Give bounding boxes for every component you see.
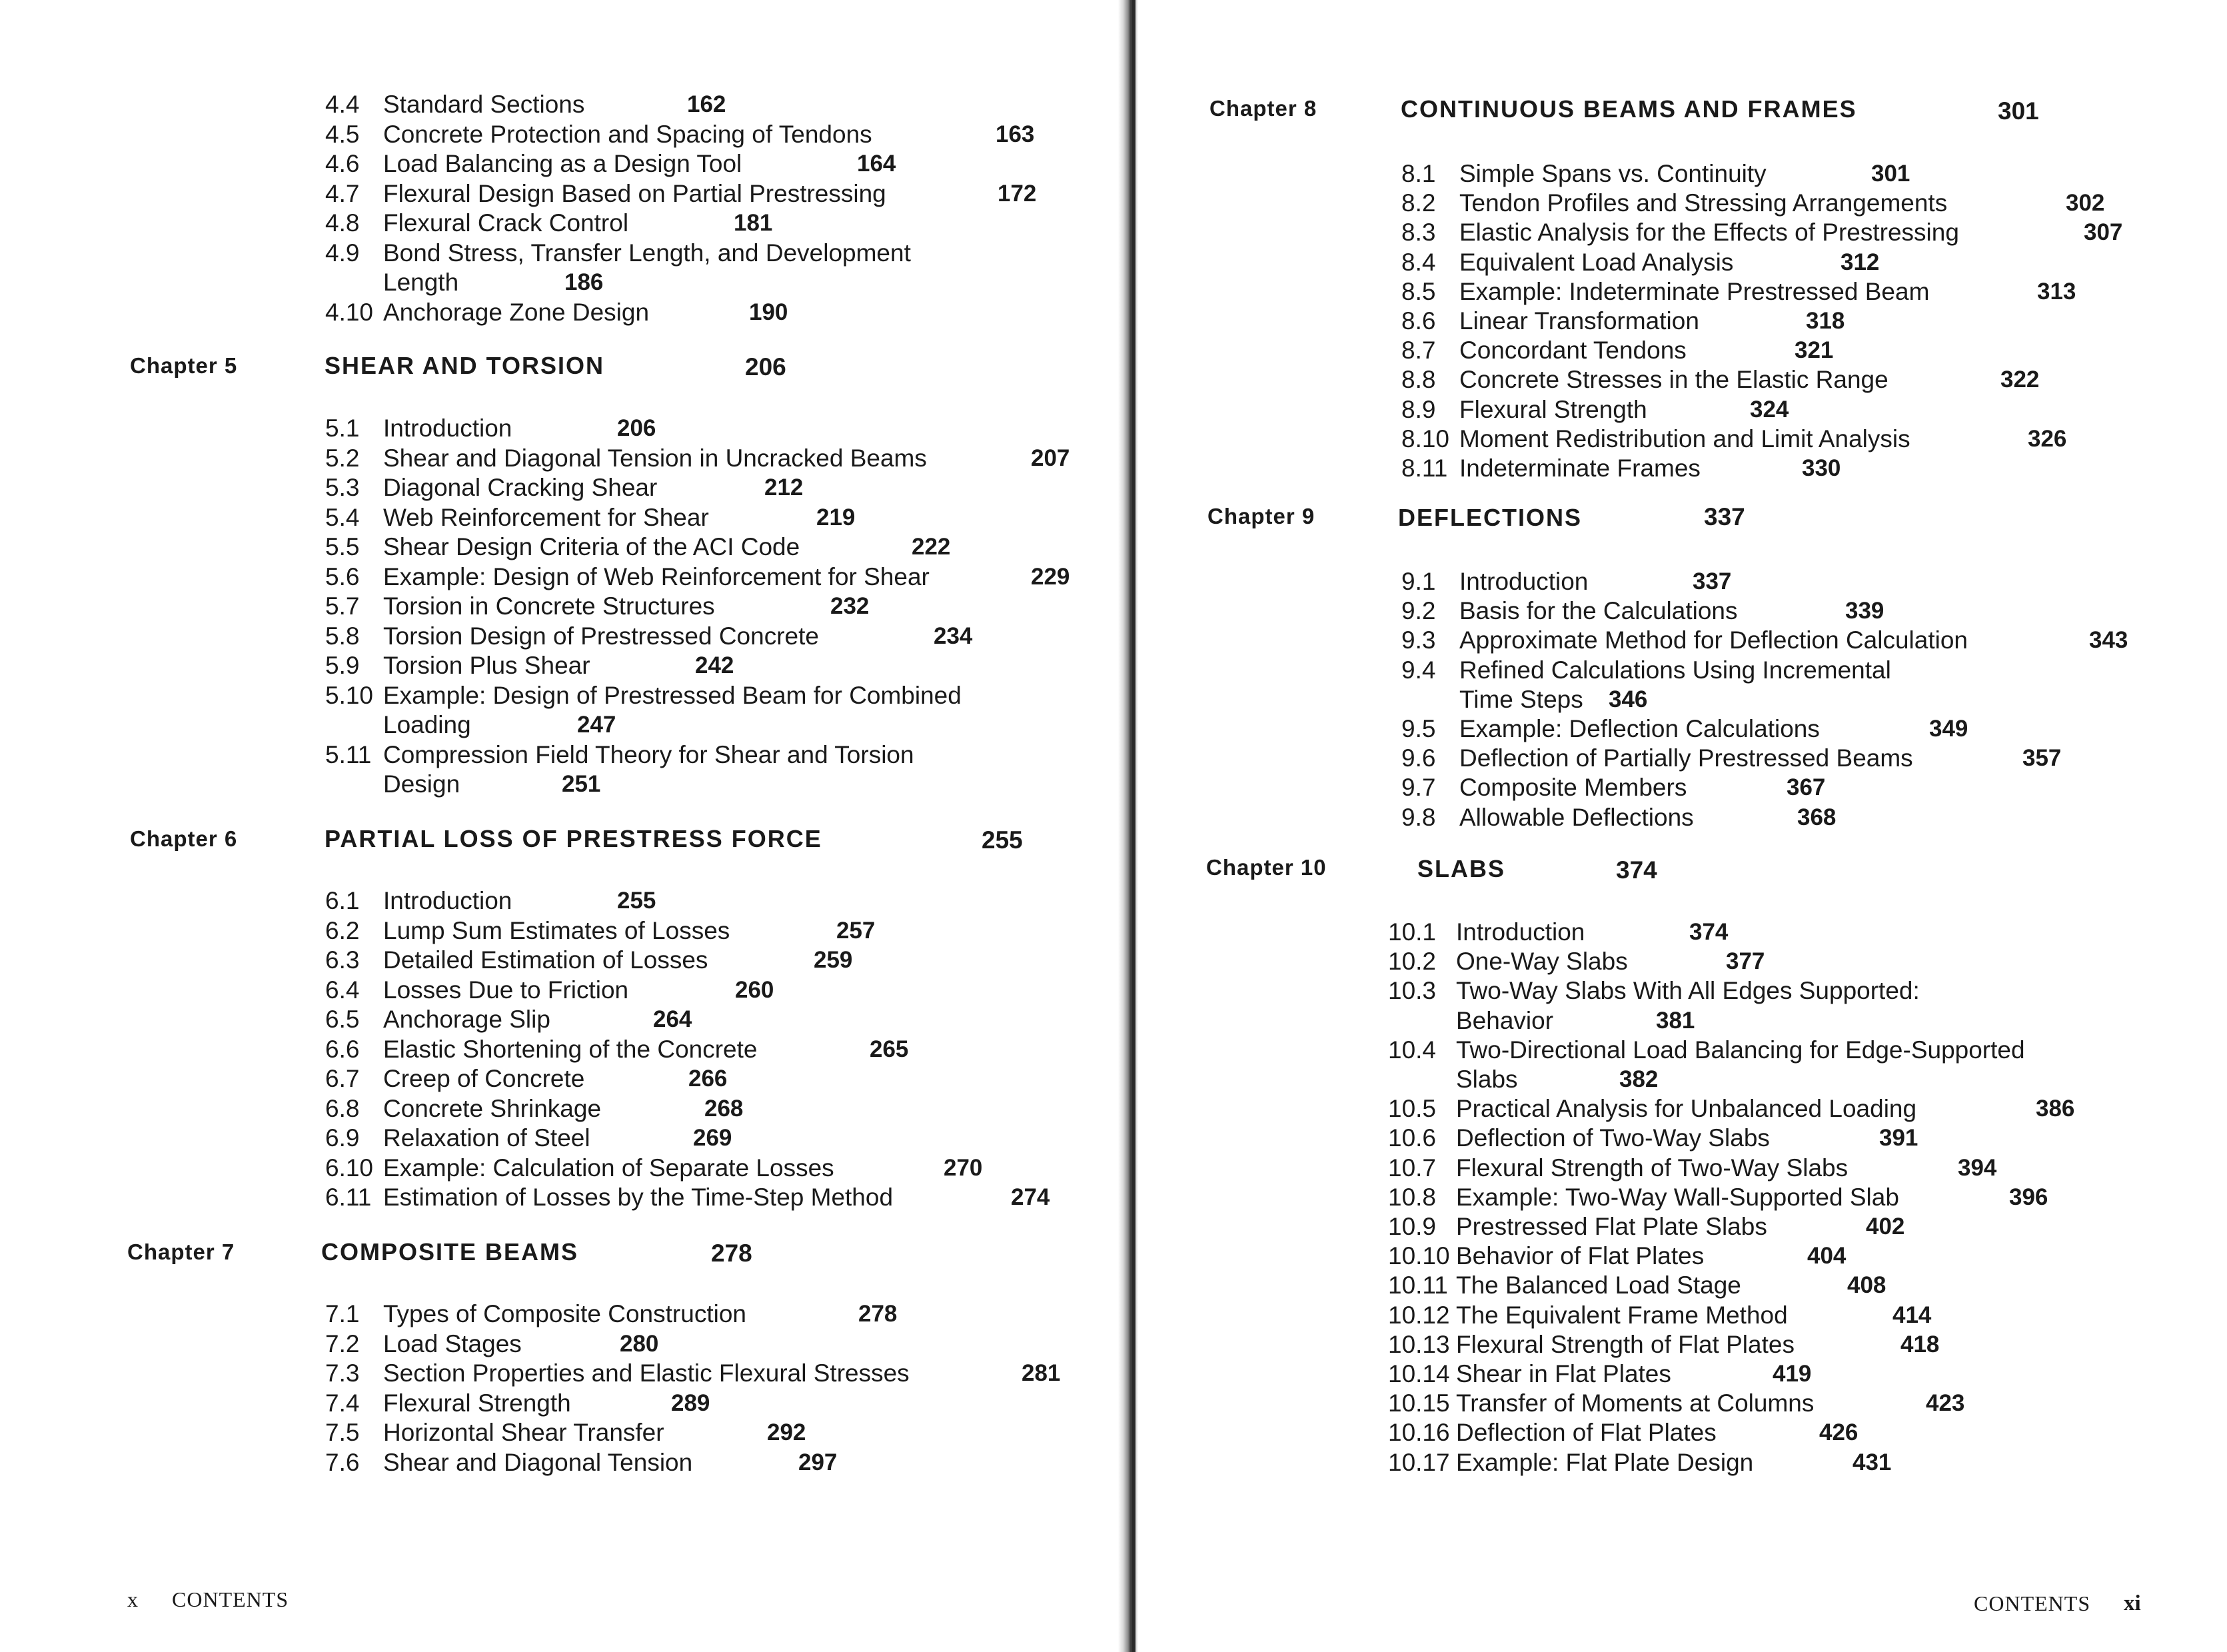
section-title: Elastic Analysis for the Effects of Prestressing <box>1459 219 1959 247</box>
section-page-number: 318 <box>1806 308 1845 334</box>
book-gutter <box>1131 0 1135 1652</box>
section-number: 5.5 <box>325 533 360 560</box>
section-title: One-Way Slabs <box>1456 948 1628 976</box>
section-number: 9.8 <box>1401 803 1436 831</box>
section-title: Introduction <box>383 414 512 442</box>
section-number: 6.2 <box>325 916 360 944</box>
section-page-number: 337 <box>1693 568 1732 594</box>
section-number: 6.3 <box>325 946 360 974</box>
section-page-number: 357 <box>2022 745 2062 772</box>
section-page-number: 391 <box>1879 1125 1918 1152</box>
section-page-number: 242 <box>695 652 734 678</box>
section-title: Lump Sum Estimates of Losses <box>383 916 730 944</box>
section-title: Torsion Plus Shear <box>383 652 590 679</box>
section-number: 6.6 <box>325 1035 360 1063</box>
section-page-number: 247 <box>577 712 616 738</box>
section-title: Behavior <box>1456 1006 1554 1034</box>
section-number: 8.6 <box>1401 307 1436 335</box>
section-title: Concordant Tendons <box>1459 337 1687 365</box>
section-number: 7.5 <box>325 1419 360 1446</box>
section-page-number: 229 <box>1031 563 1070 590</box>
section-title: Web Reinforcement for Shear <box>383 503 709 531</box>
section-page-number: 232 <box>830 593 870 619</box>
section-number: 8.7 <box>1401 337 1436 365</box>
section-number: 6.10 <box>325 1154 374 1182</box>
section-page-number: 292 <box>767 1419 806 1445</box>
section-title: Section Properties and Elastic Flexural Stresses <box>383 1359 910 1387</box>
section-page-number: 396 <box>2009 1184 2048 1210</box>
section-page-number: 312 <box>1841 249 1880 275</box>
chapter-title: PARTIAL LOSS OF PRESTRESS FORCE <box>325 825 822 852</box>
chapter-page: 278 <box>711 1239 752 1267</box>
section-title: Relaxation of Steel <box>383 1124 590 1152</box>
section-number: 9.6 <box>1401 744 1436 772</box>
section-page-number: 367 <box>1787 774 1826 801</box>
section-title: Basis for the Calculations <box>1459 597 1738 625</box>
section-number: 10.17 <box>1388 1448 1450 1476</box>
section-number: 10.11 <box>1388 1271 1448 1299</box>
section-page-number: 297 <box>798 1449 838 1475</box>
section-title: Two-Way Slabs With All Edges Supported: <box>1456 977 1920 1005</box>
section-title: Concrete Shrinkage <box>383 1094 602 1122</box>
section-title: Prestressed Flat Plate Slabs <box>1456 1213 1767 1240</box>
section-page-number: 426 <box>1819 1419 1858 1446</box>
section-number: 9.5 <box>1401 715 1436 742</box>
chapter-page: 301 <box>1998 97 2039 125</box>
chapter-page: 337 <box>1704 503 1745 530</box>
section-title: Composite Members <box>1459 774 1687 802</box>
section-title: Indeterminate Frames <box>1459 454 1701 482</box>
section-title: Time Steps <box>1459 685 1583 713</box>
section-page-number: 404 <box>1807 1243 1847 1269</box>
section-page-number: 322 <box>2000 367 2040 393</box>
section-page-number: 207 <box>1031 444 1070 471</box>
section-page-number: 302 <box>2066 190 2105 217</box>
section-title: Length <box>383 269 459 296</box>
section-number: 10.4 <box>1388 1036 1437 1064</box>
chapter-page: 206 <box>745 353 786 381</box>
section-title: Load Balancing as a Design Tool <box>383 150 742 177</box>
section-page-number: 222 <box>912 534 951 560</box>
section-title: Flexural Crack Control <box>383 209 629 237</box>
section-page-number: 270 <box>944 1154 983 1181</box>
section-number: 9.7 <box>1401 774 1436 802</box>
section-number: 10.1 <box>1388 918 1437 946</box>
section-number: 10.9 <box>1388 1213 1437 1240</box>
chapter-title: CONTINUOUS BEAMS AND FRAMES <box>1401 95 1857 123</box>
section-page-number: 268 <box>704 1095 744 1122</box>
section-number: 8.1 <box>1401 160 1436 187</box>
section-page-number: 431 <box>1853 1449 1892 1475</box>
section-title: Concrete Protection and Spacing of Tendons <box>383 120 872 148</box>
section-page-number: 326 <box>2028 425 2067 452</box>
section-number: 10.14 <box>1388 1360 1450 1387</box>
section-title: Practical Analysis for Unbalanced Loading <box>1456 1095 1917 1123</box>
chapter-title: COMPOSITE BEAMS <box>321 1238 579 1265</box>
section-title: Example: Flat Plate Design <box>1456 1448 1754 1476</box>
section-page-number: 280 <box>620 1330 659 1357</box>
section-title: Creep of Concrete <box>383 1065 585 1092</box>
section-title: Torsion Design of Prestressed Concrete <box>383 622 819 650</box>
section-title: Estimation of Losses by the Time-Step Method <box>383 1184 894 1211</box>
section-page-number: 368 <box>1797 804 1837 830</box>
section-page-number: 419 <box>1773 1361 1812 1387</box>
section-number: 10.7 <box>1388 1154 1437 1182</box>
section-title: Flexural Strength <box>383 1389 571 1417</box>
section-page-number: 414 <box>1892 1301 1932 1328</box>
section-page-number: 190 <box>749 299 788 325</box>
section-page-number: 377 <box>1726 948 1765 975</box>
section-title: Shear in Flat Plates <box>1456 1360 1671 1387</box>
section-title: Elastic Shortening of the Concrete <box>383 1035 758 1063</box>
section-title: Shear and Diagonal Tension in Uncracked Beams <box>383 444 927 472</box>
section-title: Losses Due to Friction <box>383 976 629 1004</box>
section-page-number: 265 <box>870 1036 909 1062</box>
section-title: Behavior of Flat Plates <box>1456 1242 1705 1270</box>
section-number: 4.5 <box>325 120 360 148</box>
section-number: 8.3 <box>1401 219 1436 247</box>
section-number: 5.3 <box>325 474 360 501</box>
section-number: 8.10 <box>1401 424 1450 452</box>
section-page-number: 278 <box>858 1301 898 1327</box>
section-page-number: 339 <box>1845 598 1884 624</box>
section-number: 7.1 <box>325 1300 360 1327</box>
section-number: 6.5 <box>325 1006 360 1033</box>
section-page-number: 313 <box>2037 278 2076 305</box>
section-number: 8.11 <box>1401 454 1448 482</box>
section-page-number: 162 <box>687 91 726 117</box>
section-number: 5.1 <box>325 414 360 442</box>
section-number: 5.9 <box>325 652 360 679</box>
section-title: The Equivalent Frame Method <box>1456 1301 1788 1329</box>
section-number: 8.4 <box>1401 248 1436 276</box>
section-number: 5.11 <box>325 740 372 768</box>
chapter-label: Chapter 7 <box>127 1239 235 1264</box>
section-page-number: 255 <box>617 888 656 914</box>
section-number: 4.7 <box>325 179 360 207</box>
section-page-number: 212 <box>764 474 804 500</box>
section-number: 4.6 <box>325 150 360 177</box>
section-number: 6.4 <box>325 976 360 1004</box>
section-number: 5.4 <box>325 503 360 531</box>
section-page-number: 259 <box>814 947 853 973</box>
section-title: Linear Transformation <box>1459 307 1699 335</box>
section-title: Load Stages <box>383 1329 522 1357</box>
section-number: 8.5 <box>1401 277 1436 305</box>
section-title: Transfer of Moments at Columns <box>1456 1389 1815 1417</box>
section-title: Horizontal Shear Transfer <box>383 1419 664 1446</box>
section-number: 10.2 <box>1388 948 1437 976</box>
section-page-number: 324 <box>1750 396 1789 422</box>
section-number: 10.16 <box>1388 1419 1450 1447</box>
section-number: 10.6 <box>1388 1124 1437 1152</box>
section-number: 7.3 <box>325 1359 360 1387</box>
section-title: Diagonal Cracking Shear <box>383 474 658 501</box>
section-title: Shear Design Criteria of the ACI Code <box>383 533 800 560</box>
section-page-number: 402 <box>1866 1214 1905 1239</box>
section-number: 8.8 <box>1401 366 1436 394</box>
section-title: Loading <box>383 711 471 738</box>
section-page-number: 381 <box>1656 1007 1695 1034</box>
section-title: Shear and Diagonal Tension <box>383 1448 693 1476</box>
section-title: Types of Composite Construction <box>383 1300 746 1327</box>
section-page-number: 330 <box>1802 455 1841 481</box>
section-page-number: 386 <box>2036 1096 2075 1122</box>
section-number: 10.8 <box>1388 1183 1437 1211</box>
section-title: Design <box>383 770 460 798</box>
section-page-number: 269 <box>693 1125 732 1151</box>
section-page-number: 251 <box>562 771 601 797</box>
section-number: 4.10 <box>325 298 374 326</box>
section-title: Concrete Stresses in the Elastic Range <box>1459 366 1888 394</box>
section-page-number: 264 <box>653 1006 692 1032</box>
section-page-number: 186 <box>564 269 604 295</box>
section-page-number: 281 <box>1022 1360 1061 1386</box>
section-title: Introduction <box>1456 918 1585 946</box>
footer-running-head: CONTENTS <box>172 1587 289 1611</box>
footer-running-head: CONTENTS <box>1974 1591 2091 1615</box>
section-page-number: 374 <box>1689 919 1729 945</box>
section-title: Deflection of Partially Prestressed Beams <box>1459 744 1913 772</box>
section-number: 10.10 <box>1388 1242 1450 1270</box>
section-number: 5.7 <box>325 592 360 620</box>
section-page-number: 418 <box>1900 1331 1940 1357</box>
section-number: 10.13 <box>1388 1330 1450 1358</box>
section-title: Simple Spans vs. Continuity <box>1459 160 1767 187</box>
section-title: Compression Field Theory for Shear and Torsion <box>383 740 914 768</box>
section-number: 10.3 <box>1388 977 1437 1005</box>
chapter-page: 374 <box>1616 856 1657 884</box>
section-title: Moment Redistribution and Limit Analysis <box>1459 424 1910 452</box>
section-title: Approximate Method for Deflection Calculation <box>1459 626 1968 654</box>
section-title: Flexural Strength of Two-Way Slabs <box>1456 1154 1849 1182</box>
section-title: Detailed Estimation of Losses <box>383 946 708 974</box>
chapter-title: DEFLECTIONS <box>1398 504 1583 531</box>
section-title: The Balanced Load Stage <box>1456 1271 1741 1299</box>
section-title: Anchorage Slip <box>383 1006 550 1033</box>
section-title: Equivalent Load Analysis <box>1459 248 1734 276</box>
section-page-number: 164 <box>857 151 896 177</box>
section-page-number: 181 <box>734 210 773 236</box>
section-title: Bond Stress, Transfer Length, and Development <box>383 239 911 267</box>
section-title: Allowable Deflections <box>1459 803 1694 831</box>
chapter-label: Chapter 10 <box>1206 855 1327 880</box>
section-title: Introduction <box>383 887 512 914</box>
section-title: Example: Deflection Calculations <box>1459 715 1820 742</box>
section-title: Flexural Design Based on Partial Prestressing <box>383 179 886 207</box>
section-title: Example: Calculation of Separate Losses <box>383 1154 834 1182</box>
section-title: Example: Indeterminate Prestressed Beam <box>1459 277 1930 305</box>
section-number: 8.9 <box>1401 395 1436 423</box>
section-title: Example: Two-Way Wall-Supported Slab <box>1456 1183 1899 1211</box>
section-number: 6.9 <box>325 1124 360 1152</box>
section-page-number: 382 <box>1619 1066 1659 1092</box>
section-title: Flexural Strength of Flat Plates <box>1456 1330 1795 1358</box>
section-page-number: 274 <box>1011 1184 1050 1210</box>
section-number: 4.9 <box>325 239 360 267</box>
chapter-label: Chapter 9 <box>1207 504 1315 528</box>
section-number: 5.10 <box>325 681 374 709</box>
chapter-label: Chapter 6 <box>130 826 238 851</box>
section-page-number: 234 <box>934 622 973 649</box>
section-number: 5.8 <box>325 622 360 650</box>
section-title: Flexural Strength <box>1459 395 1647 423</box>
section-number: 10.5 <box>1388 1095 1437 1123</box>
section-title: Tendon Profiles and Stressing Arrangements <box>1459 189 1948 217</box>
section-number: 9.4 <box>1401 656 1436 684</box>
section-page-number: 206 <box>617 415 656 441</box>
section-page-number: 257 <box>836 917 876 944</box>
section-number: 6.7 <box>325 1065 360 1092</box>
section-page-number: 394 <box>1958 1154 1997 1181</box>
section-page-number: 408 <box>1847 1272 1886 1299</box>
section-page-number: 163 <box>996 121 1035 147</box>
section-title: Slabs <box>1456 1066 1518 1093</box>
section-page-number: 266 <box>688 1066 728 1092</box>
section-number: 10.15 <box>1388 1389 1450 1417</box>
section-number: 10.12 <box>1388 1301 1450 1329</box>
section-number: 6.11 <box>325 1184 372 1211</box>
section-page-number: 219 <box>816 504 856 530</box>
chapter-title: SHEAR AND TORSION <box>325 352 605 379</box>
section-title: Standard Sections <box>383 91 585 118</box>
chapter-page: 255 <box>982 826 1023 854</box>
section-title: Torsion in Concrete Structures <box>383 592 715 620</box>
section-title: Introduction <box>1459 568 1589 595</box>
section-page-number: 260 <box>735 976 774 1003</box>
section-title: Two-Directional Load Balancing for Edge-Supported <box>1456 1036 2025 1064</box>
section-page-number: 307 <box>2084 219 2123 246</box>
section-number: 9.2 <box>1401 597 1436 625</box>
section-number: 9.1 <box>1401 568 1436 595</box>
section-page-number: 343 <box>2089 627 2128 654</box>
section-number: 7.4 <box>325 1389 360 1417</box>
section-page-number: 301 <box>1871 161 1910 187</box>
section-number: 8.2 <box>1401 189 1436 217</box>
section-number: 9.3 <box>1401 626 1436 654</box>
section-page-number: 349 <box>1929 716 1968 742</box>
section-page-number: 423 <box>1926 1390 1965 1417</box>
section-number: 5.6 <box>325 562 360 590</box>
section-number: 4.8 <box>325 209 360 237</box>
chapter-title: SLABS <box>1417 855 1506 882</box>
section-title: Deflection of Two-Way Slabs <box>1456 1124 1770 1152</box>
chapter-label: Chapter 5 <box>130 353 238 378</box>
section-title: Anchorage Zone Design <box>383 298 650 326</box>
section-title: Refined Calculations Using Incremental <box>1459 656 1891 684</box>
section-number: 7.2 <box>325 1329 360 1357</box>
section-number: 7.6 <box>325 1448 360 1476</box>
section-title: Example: Design of Prestressed Beam for Combined <box>383 681 962 709</box>
section-page-number: 289 <box>671 1389 710 1416</box>
section-page-number: 321 <box>1795 337 1834 364</box>
section-page-number: 346 <box>1609 686 1648 712</box>
chapter-label: Chapter 8 <box>1209 96 1317 121</box>
section-number: 4.4 <box>325 91 360 118</box>
section-title: Deflection of Flat Plates <box>1456 1419 1717 1447</box>
section-page-number: 172 <box>998 180 1037 207</box>
section-number: 5.2 <box>325 444 360 472</box>
section-title: Example: Design of Web Reinforcement for Shear <box>383 562 930 590</box>
section-number: 6.1 <box>325 887 360 914</box>
footer-page-number: x <box>127 1587 139 1611</box>
section-number: 6.8 <box>325 1094 360 1122</box>
footer-page-number: xi <box>2124 1591 2141 1615</box>
